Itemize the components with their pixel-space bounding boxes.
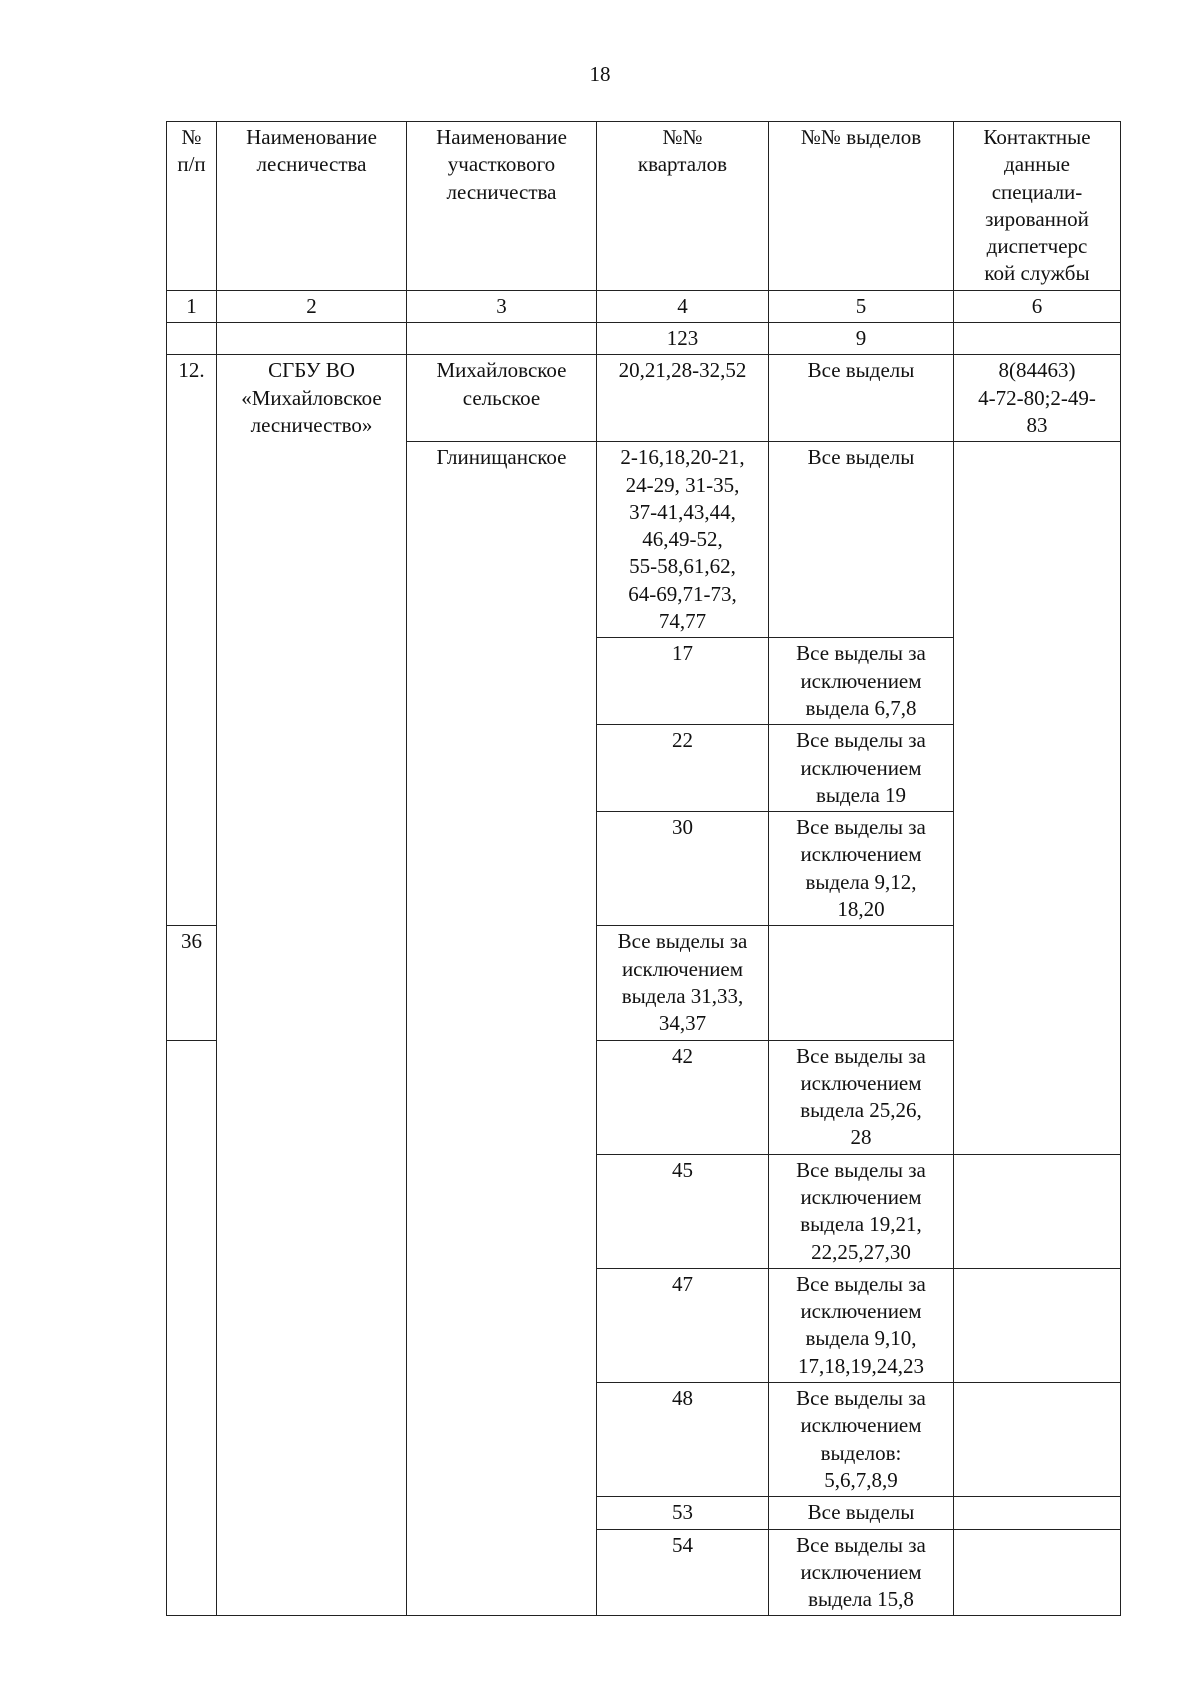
allotments-cell: Все выделы за исключением выдела 15,8 <box>769 1529 954 1616</box>
table-header-row <box>167 122 1121 291</box>
forestry-table <box>166 121 1121 1616</box>
header-forestry-name: Наименование лесничества <box>217 122 407 291</box>
allotments-cell: Все выделы <box>769 1497 954 1529</box>
allotments-cell: Все выделы за исключением выдела 6,7,8 <box>769 638 954 725</box>
forestry-number: 12. <box>167 355 217 926</box>
column-number: 2 <box>217 290 407 322</box>
totals-allotments: 9 <box>769 323 954 355</box>
quarters-cell: 22 <box>597 725 769 812</box>
quarters-cell: 42 <box>597 1040 769 1154</box>
quarters-cell: 30 <box>597 812 769 926</box>
totals-quarters: 123 <box>597 323 769 355</box>
quarters-cell: 17 <box>597 638 769 725</box>
header-allotments: №№ выделов <box>769 122 954 291</box>
allotments-cell: Все выделы за исключением выдела 19,21, 22,25,27,30 <box>769 1154 954 1268</box>
quarters-cell: 48 <box>597 1383 769 1497</box>
allotments-cell: Все выделы за исключением выдела 25,26, 28 <box>769 1040 954 1154</box>
contact-cell: 8(84463) 4-72-80;2-49- 83 <box>954 355 1121 442</box>
forestry-name: СГБУ ВО «Михайловское лесничество» <box>217 355 407 1616</box>
quarters-cell: 47 <box>597 1268 769 1382</box>
quarters-cell: 53 <box>597 1497 769 1529</box>
allotments-cell: Все выделы за исключением выдела 9,10, 17,18,19,24,23 <box>769 1268 954 1382</box>
header-district-name: Наименование участкового лесничества <box>407 122 597 291</box>
quarters-cell: 2-16,18,20-21, 24-29, 31-35, 37-41,43,44, 46,49-52, 55-58,61,62, 64-69,71-73, 74,77 <box>597 442 769 638</box>
district-name: Глинищанское <box>407 442 597 1616</box>
quarters-cell: 20,21,28-32,52 <box>597 355 769 442</box>
column-number: 4 <box>597 290 769 322</box>
column-number: 5 <box>769 290 954 322</box>
column-number: 6 <box>954 290 1121 322</box>
allotments-cell: Все выделы за исключением выделов: 5,6,7,8,9 <box>769 1383 954 1497</box>
totals-row <box>167 323 1121 355</box>
header-quarters: №№ кварталов <box>597 122 769 291</box>
allotments-cell: Все выделы <box>769 355 954 442</box>
allotments-cell: Все выделы за исключением выдела 9,12, 18,20 <box>769 812 954 926</box>
header-contacts: Контактные данные специали- зированной диспетчерс кой службы <box>954 122 1121 291</box>
quarters-cell: 45 <box>597 1154 769 1268</box>
header-number: № п/п <box>167 122 217 291</box>
allotments-cell: Все выделы за исключением выдела 31,33, 34,37 <box>597 926 769 1040</box>
quarters-cell: 36 <box>167 926 217 1040</box>
forestry-number-empty <box>167 1040 217 1616</box>
column-number: 1 <box>167 290 217 322</box>
quarters-cell: 54 <box>597 1529 769 1616</box>
allotments-cell: Все выделы за исключением выдела 19 <box>769 725 954 812</box>
column-number: 3 <box>407 290 597 322</box>
contact-cell-empty <box>954 442 1121 1040</box>
page-number: 18 <box>589 62 611 86</box>
table-row <box>167 355 1121 442</box>
column-number-row <box>167 290 1121 322</box>
district-name: Михайловское сельское <box>407 355 597 442</box>
allotments-cell: Все выделы <box>769 442 954 638</box>
